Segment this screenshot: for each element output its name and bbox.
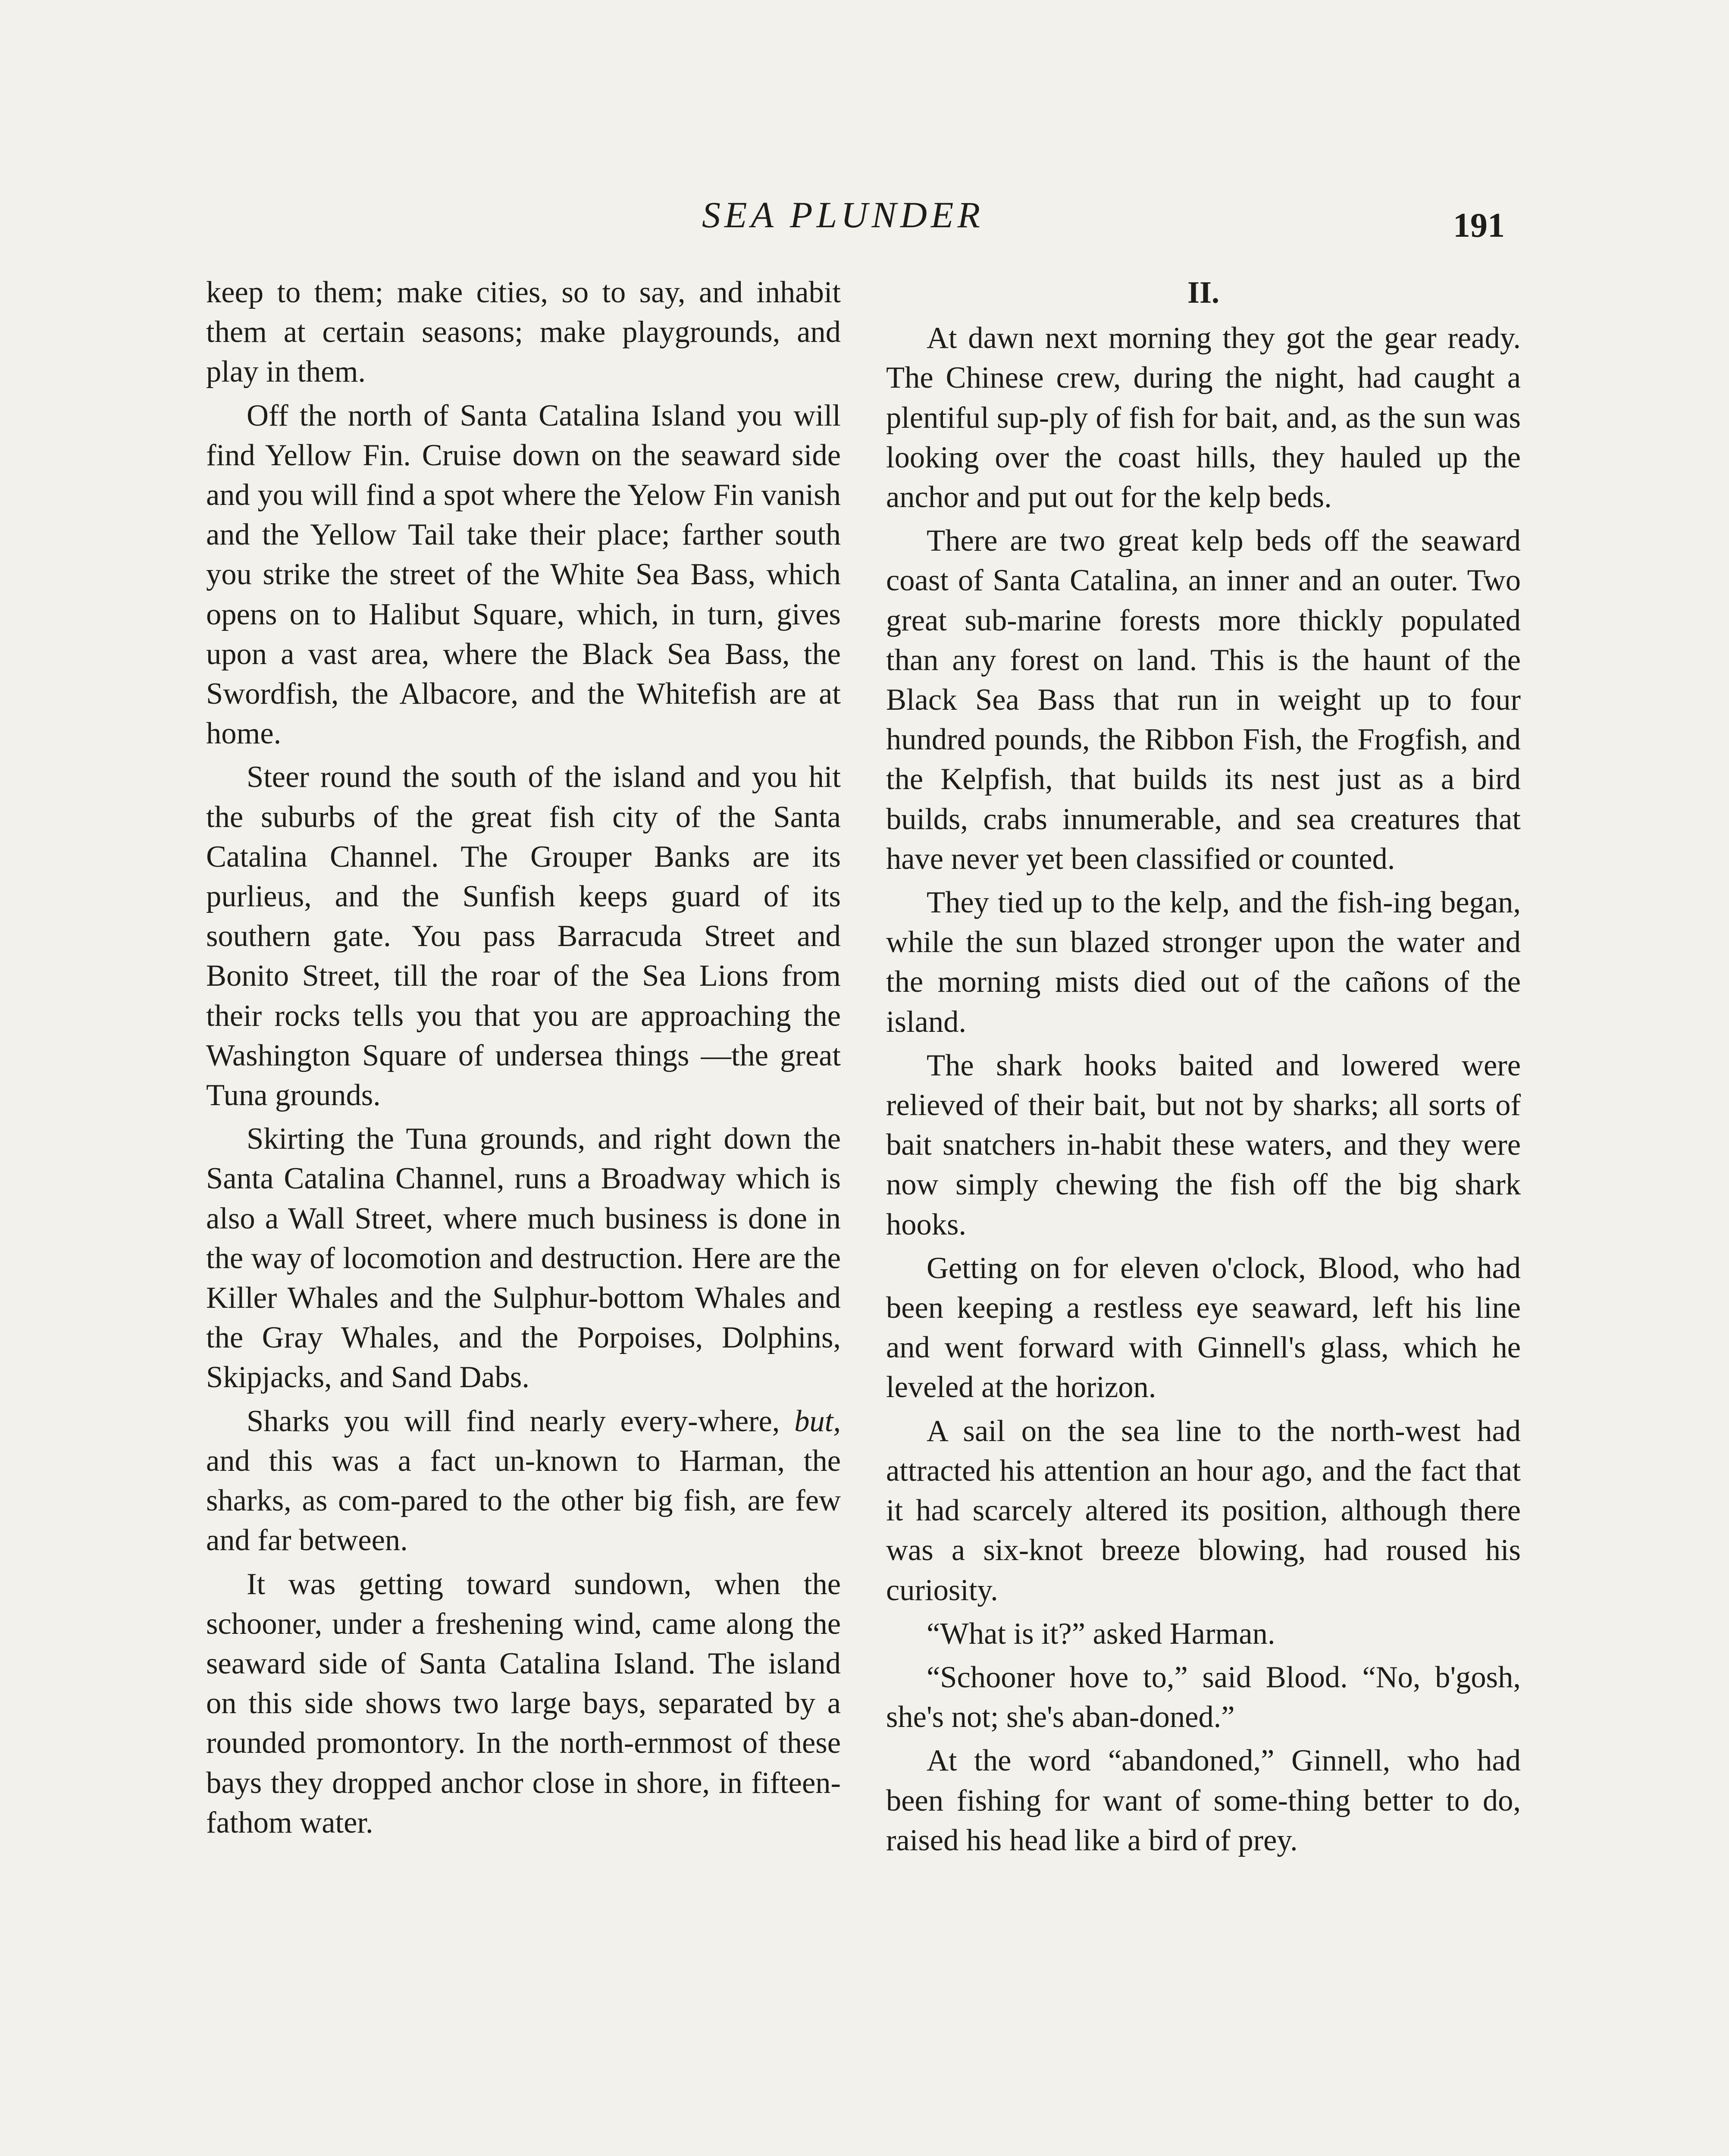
paragraph: Getting on for eleven o'clock, Blood, who had been keeping a restless eye seaward, left his line and went forward with Ginnell's glass, which he leveled at the horizon.: [886, 1251, 1521, 1404]
paragraph: Off the north of Santa Catalina Island you will find Yellow Fin. Cruise down on the seaward side and you will find a spot where the Yelow Fin vanish and the Yellow Tail take their place; farther south you strike the street of the White Sea Bass, which opens on to Halibut Square, which, in turn, gives upon a vast area, where the Black Sea Bass, the Swordfish, the Albacore, and the Whitefish are at home.: [206, 398, 841, 751]
paragraph: It was getting toward sundown, when the schooner, under a freshening wind, came along the seaward side of Santa Catalina Island. The island on this side shows two large bays, separated by a rounded promontory. In the north-ernmost of these bays they dropped anchor close in shore, in fifteen-fathom water.: [206, 1567, 841, 1839]
page-number: 191: [1453, 207, 1505, 244]
right-column: [886, 273, 1521, 1864]
paragraph: The shark hooks baited and lowered were relieved of their bait, but not by sharks; all sorts of bait snatchers in-habit these waters, and they were now simply chewing the fish off the big shark hooks.: [886, 1048, 1521, 1241]
running-title: SEA PLUNDER: [702, 194, 984, 235]
section-heading: II.: [1187, 275, 1220, 310]
paragraph: “Schooner hove to,” said Blood. “No, b'gosh, she's not; she's aban-doned.”: [886, 1660, 1521, 1734]
paragraph: Steer round the south of the island and you hit the suburbs of the great fish city of the Santa Catalina Channel. The Grouper Banks are its purlieus, and the Sunfish keeps guard of its southern gate. You pass Barracuda Street and Bonito Street, till the roar of the Sea Lions from their rocks tells you that you are approaching the Washington Square of undersea things —the great Tuna grounds.: [206, 760, 841, 1112]
paragraph: keep to them; make cities, so to say, and inhabit them at certain seasons; make playgrounds, and play in them.: [206, 276, 841, 389]
paragraph: At dawn next morning they got the gear ready. The Chinese crew, during the night, had caught a plentiful sup-ply of fish for bait, and, as the sun was looking over the coast hills, they hauled up the anchor and put out for the kelp beds.: [886, 321, 1521, 514]
paragraph: [206, 1401, 841, 1561]
paragraph: They tied up to the kelp, and the fish-ing began, while the sun blazed stronger upon the water and the morning mists died out of the cañons of the island.: [886, 886, 1521, 1039]
paragraph: Skirting the Tuna grounds, and right down the Santa Catalina Channel, runs a Broadway which is also a Wall Street, where much business is done in the way of locomotion and destruction. Here are the Killer Whales and the Sulphur-bottom Whales and the Gray Whales, and the Porpoises, Dolphins, Skipjacks, and Sand Dabs.: [206, 1122, 841, 1395]
paragraph-text: and this was a fact un-known to Harman, the sharks, as com-pared to the other big fish, are few and far between.: [206, 1444, 841, 1557]
paragraph: A sail on the sea line to the north-west had attracted his attention an hour ago, and the fact that it had scarcely altered its position, although there was a six-knot breeze blowing, had roused his curiosity.: [886, 1414, 1521, 1607]
paragraph: “What is it?” asked Harman.: [927, 1617, 1275, 1651]
paragraph-text: Sharks you will find nearly every-where,: [247, 1404, 795, 1438]
left-column: [206, 273, 841, 1846]
emphasis-text: but,: [794, 1404, 841, 1438]
paragraph: There are two great kelp beds off the seaward coast of Santa Catalina, an inner and an outer. Two great sub-marine forests more thickly populated than any forest on land. This is the haunt of the Black Sea Bass that run in weight up to four hundred pounds, the Ribbon Fish, the Frogfish, and the Kelpfish, that builds its nest just as a bird builds, crabs innumerable, and sea creatures that have never yet been classified or counted.: [886, 524, 1521, 876]
paragraph: At the word “abandoned,” Ginnell, who had been fishing for want of some-thing better to do, raised his head like a bird of prey.: [886, 1744, 1521, 1857]
